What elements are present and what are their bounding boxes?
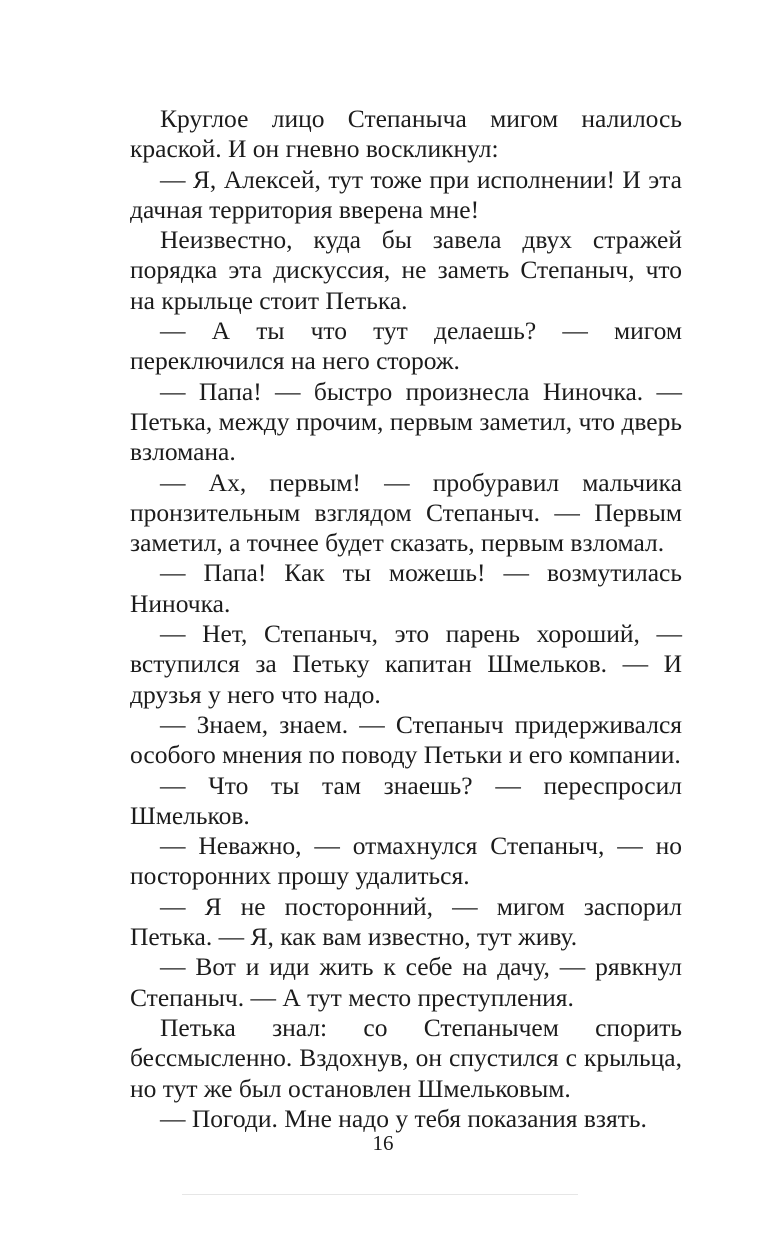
paragraph: — Знаем, знаем. — Степаныч придерживался особого мнения по поводу Петьки и его компании.	[130, 709, 682, 770]
paragraph: Неизвестно, куда бы завела двух стражей порядка эта дискуссия, не заметь Степаныч, что на крыльце стоит Петька.	[130, 225, 682, 315]
paragraph: Петька знал: со Степанычем спорить бессмысленно. Вздохнув, он спустился с крыльца, но тут же был остановлен Шмельковым.	[130, 1012, 682, 1103]
paragraph: Круглое лицо Степаныча мигом налилось краской. И он гневно воскликнул:	[130, 104, 682, 164]
paragraph: — Я, Алексей, тут тоже при исполнении! И эта дачная территория вверена мне!	[130, 164, 682, 224]
paragraph: — Папа! — быстро произнесла Ниночка. — Петька, между прочим, первым заметил, что дверь взломана.	[130, 376, 682, 467]
paragraph: — Что ты там знаешь? — переспросил Шмельков.	[130, 770, 682, 830]
paragraph: — А ты что тут делаешь? — мигом переключился на него сторож.	[130, 316, 682, 376]
page-number: 16	[372, 1131, 394, 1155]
footer-divider	[182, 1194, 578, 1195]
body-text	[130, 104, 682, 1134]
paragraph: — Ах, первым! — пробуравил мальчика пронзительным взглядом Степаныч. — Первым заметил, а точнее будет сказать, первым взломал.	[130, 467, 682, 558]
paragraph: — Я не посторонний, — мигом заспорил Петька. — Я, как вам известно, тут живу.	[130, 891, 682, 952]
paragraph: — Папа! Как ты можешь! — возмутилась Ниночка.	[130, 558, 682, 618]
paragraph: — Погоди. Мне надо у тебя показания взять.	[160, 1103, 647, 1133]
paragraph: — Вот и иди жить к себе на дачу, — рявкнул Степаныч. — А тут место преступления.	[130, 952, 682, 1012]
paragraph: — Нет, Степаныч, это парень хороший, — вступился за Петьку капитан Шмельков. — И друзья у него что надо.	[130, 619, 682, 709]
paragraph: — Неважно, — отмахнулся Степаныч, — но посторонних прошу удалиться.	[130, 831, 682, 891]
